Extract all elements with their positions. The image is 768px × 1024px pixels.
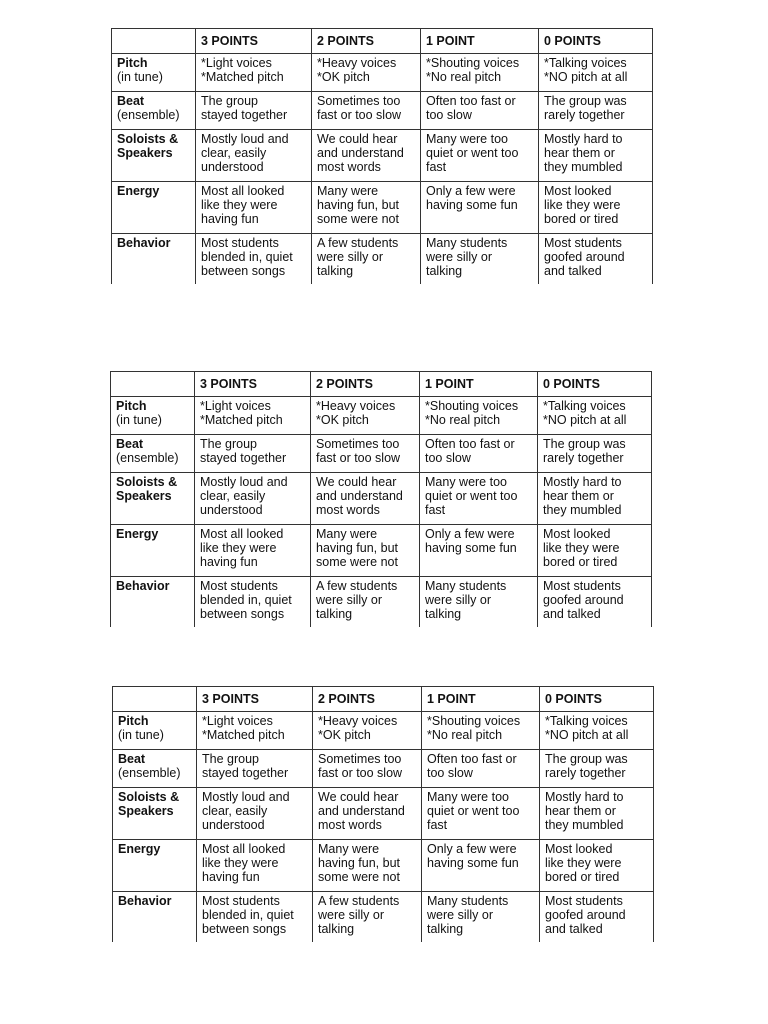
cell-text-line: Most students — [543, 579, 621, 593]
cell-text-line: having some fun — [427, 856, 519, 870]
cell-text-line: were silly or — [316, 593, 382, 607]
score-cell — [422, 712, 540, 750]
criterion-name: Soloists & — [117, 132, 179, 146]
cell-text-line: fast — [425, 503, 446, 517]
criterion-subtitle: (ensemble) — [116, 451, 179, 465]
cell-text-line: *No real pitch — [426, 70, 502, 84]
score-cell — [313, 712, 422, 750]
cell-text-line: were silly or — [427, 908, 493, 922]
cell-text-line: talking — [317, 264, 354, 278]
cell-text-line: Most students — [202, 894, 280, 908]
score-cell — [195, 473, 311, 525]
cell-text-line: talking — [426, 264, 463, 278]
score-cell — [538, 473, 652, 525]
criterion-name: Pitch — [118, 714, 149, 728]
score-cell — [311, 525, 420, 577]
rubric-row — [111, 473, 652, 525]
cell-text-line: and understand — [318, 804, 405, 818]
criterion-subtitle: (in tune) — [117, 70, 163, 84]
cell-text-line: Mostly hard to — [543, 475, 622, 489]
rubric-row — [113, 892, 654, 942]
cell-text-line: *NO pitch at all — [544, 70, 628, 84]
score-cell — [311, 577, 420, 627]
criterion-name: Energy — [117, 184, 160, 198]
score-cell — [422, 892, 540, 942]
cell-text-line: Mostly loud and — [201, 132, 289, 146]
cell-text-line: too slow — [425, 451, 471, 465]
cell-text-line: goofed around — [545, 908, 626, 922]
cell-text-line: they mumbled — [544, 160, 623, 174]
score-cell — [197, 788, 313, 840]
cell-text-line: understood — [200, 503, 263, 517]
cell-text-line: fast or too slow — [317, 108, 402, 122]
criterion-subtitle: Speakers — [117, 146, 173, 160]
score-cell — [538, 435, 652, 473]
cell-text-line: A few students — [316, 579, 398, 593]
criterion-subtitle: Speakers — [116, 489, 172, 503]
score-cell — [197, 892, 313, 942]
rubric-row — [111, 435, 652, 473]
cell-text-line: clear, easily — [202, 804, 268, 818]
cell-text-line: they mumbled — [543, 503, 622, 517]
cell-text-line: *OK pitch — [318, 728, 371, 742]
criterion-cell — [112, 54, 196, 92]
cell-text-line: having some fun — [426, 198, 518, 212]
cell-text-line: *No real pitch — [427, 728, 503, 742]
cell-text-line: Sometimes too — [317, 94, 401, 108]
rubric-row — [113, 840, 654, 892]
cell-text-line: most words — [316, 503, 380, 517]
cell-text-line: The group — [200, 437, 257, 451]
cell-text-line: between songs — [202, 922, 287, 936]
score-cell — [196, 130, 312, 182]
cell-text-line: *OK pitch — [317, 70, 370, 84]
criterion-subtitle: (in tune) — [116, 413, 162, 427]
cell-text-line: talking — [427, 922, 464, 936]
cell-text-line: Many were too — [426, 132, 508, 146]
cell-text-line: We could hear — [316, 475, 397, 489]
column-header: 0 POINTS — [539, 29, 653, 54]
cell-text-line: and talked — [544, 264, 602, 278]
score-cell — [197, 712, 313, 750]
criterion-name: Behavior — [118, 894, 172, 908]
criterion-name: Soloists & — [116, 475, 178, 489]
cell-text-line: Most looked — [543, 527, 611, 541]
cell-text-line: most words — [318, 818, 382, 832]
corner-cell — [111, 372, 195, 397]
score-cell — [420, 525, 538, 577]
criterion-name: Beat — [118, 752, 146, 766]
criterion-name: Beat — [116, 437, 144, 451]
score-cell — [539, 54, 653, 92]
criterion-cell — [111, 397, 195, 435]
cell-text-line: *Talking voices — [544, 56, 627, 70]
criterion-name: Behavior — [116, 579, 170, 593]
corner-cell — [112, 29, 196, 54]
cell-text-line: *Heavy voices — [316, 399, 396, 413]
cell-text-line: Most students — [201, 236, 279, 250]
column-header: 1 POINT — [420, 372, 538, 397]
cell-text-line: having fun, but — [317, 198, 400, 212]
cell-text-line: Most looked — [545, 842, 613, 856]
cell-text-line: rarely together — [543, 451, 624, 465]
cell-text-line: Most students — [544, 236, 622, 250]
column-header: 3 POINTS — [195, 372, 311, 397]
cell-text-line: *NO pitch at all — [543, 413, 627, 427]
cell-text-line: Most all looked — [201, 184, 285, 198]
column-header: 1 POINT — [421, 29, 539, 54]
rubric-row — [112, 182, 653, 234]
cell-text-line: Only a few were — [427, 842, 517, 856]
cell-text-line: Often too fast or — [425, 437, 515, 451]
cell-text-line: talking — [425, 607, 462, 621]
criterion-subtitle: (in tune) — [118, 728, 164, 742]
cell-text-line: The group — [202, 752, 259, 766]
column-header: 3 POINTS — [196, 29, 312, 54]
cell-text-line: clear, easily — [201, 146, 267, 160]
cell-text-line: Mostly loud and — [202, 790, 290, 804]
score-cell — [195, 397, 311, 435]
criterion-cell — [113, 892, 197, 942]
cell-text-line: *No real pitch — [425, 413, 501, 427]
score-cell — [422, 840, 540, 892]
cell-text-line: having fun, but — [316, 541, 399, 555]
column-header: 2 POINTS — [311, 372, 420, 397]
score-cell — [197, 750, 313, 788]
score-cell — [311, 435, 420, 473]
cell-text-line: Most looked — [544, 184, 612, 198]
cell-text-line: *Heavy voices — [318, 714, 398, 728]
cell-text-line: like they were — [200, 541, 277, 555]
score-cell — [420, 577, 538, 627]
score-cell — [195, 525, 311, 577]
cell-text-line: Only a few were — [425, 527, 515, 541]
cell-text-line: *Shouting voices — [427, 714, 521, 728]
cell-text-line: *Talking voices — [545, 714, 628, 728]
header-row — [111, 372, 652, 397]
criterion-name: Energy — [116, 527, 159, 541]
cell-text-line: Most students — [545, 894, 623, 908]
score-cell — [540, 788, 654, 840]
score-cell — [538, 525, 652, 577]
cell-text-line: Often too fast or — [427, 752, 517, 766]
column-header: 0 POINTS — [540, 687, 654, 712]
score-cell — [195, 435, 311, 473]
cell-text-line: stayed together — [202, 766, 289, 780]
cell-text-line: A few students — [318, 894, 400, 908]
column-header: 1 POINT — [422, 687, 540, 712]
score-cell — [312, 92, 421, 130]
cell-text-line: having fun, but — [318, 856, 401, 870]
cell-text-line: hear them or — [544, 146, 615, 160]
criterion-cell — [113, 750, 197, 788]
score-cell — [421, 130, 539, 182]
score-cell — [539, 234, 653, 284]
rubric-row — [112, 92, 653, 130]
score-cell — [421, 54, 539, 92]
criterion-cell — [111, 473, 195, 525]
cell-text-line: *OK pitch — [316, 413, 369, 427]
cell-text-line: *Talking voices — [543, 399, 626, 413]
score-cell — [312, 234, 421, 284]
cell-text-line: *Light voices — [200, 399, 271, 413]
cell-text-line: The group was — [544, 94, 627, 108]
criterion-name: Energy — [118, 842, 161, 856]
column-header: 2 POINTS — [313, 687, 422, 712]
score-cell — [421, 92, 539, 130]
cell-text-line: most words — [317, 160, 381, 174]
cell-text-line: some were not — [316, 555, 398, 569]
cell-text-line: understood — [202, 818, 265, 832]
criterion-cell — [113, 788, 197, 840]
cell-text-line: some were not — [318, 870, 400, 884]
cell-text-line: goofed around — [543, 593, 624, 607]
criterion-cell — [113, 840, 197, 892]
cell-text-line: *Matched pitch — [202, 728, 285, 742]
cell-text-line: talking — [316, 607, 353, 621]
cell-text-line: Many students — [427, 894, 509, 908]
score-cell — [539, 92, 653, 130]
score-cell — [196, 234, 312, 284]
cell-text-line: between songs — [200, 607, 285, 621]
score-cell — [196, 182, 312, 234]
cell-text-line: some were not — [317, 212, 399, 226]
cell-text-line: understood — [201, 160, 264, 174]
score-cell — [196, 54, 312, 92]
score-cell — [312, 182, 421, 234]
criterion-cell — [111, 525, 195, 577]
cell-text-line: Many were — [318, 842, 380, 856]
cell-text-line: *Matched pitch — [200, 413, 283, 427]
score-cell — [313, 750, 422, 788]
cell-text-line: were silly or — [426, 250, 492, 264]
score-cell — [420, 473, 538, 525]
cell-text-line: Many were too — [425, 475, 507, 489]
score-cell — [421, 182, 539, 234]
score-cell — [538, 397, 652, 435]
cell-text-line: rarely together — [544, 108, 625, 122]
cell-text-line: hear them or — [545, 804, 616, 818]
score-cell — [540, 712, 654, 750]
cell-text-line: they mumbled — [545, 818, 624, 832]
rubric-row — [113, 712, 654, 750]
cell-text-line: Mostly hard to — [545, 790, 624, 804]
cell-text-line: Only a few were — [426, 184, 516, 198]
rubric-row — [111, 577, 652, 627]
cell-text-line: hear them or — [543, 489, 614, 503]
cell-text-line: Many were too — [427, 790, 509, 804]
cell-text-line: goofed around — [544, 250, 625, 264]
score-cell — [540, 892, 654, 942]
cell-text-line: were silly or — [425, 593, 491, 607]
cell-text-line: quiet or went too — [426, 146, 519, 160]
rubric-table-1 — [111, 28, 653, 284]
cell-text-line: *Shouting voices — [425, 399, 519, 413]
cell-text-line: too slow — [426, 108, 472, 122]
rubric-row — [112, 54, 653, 92]
cell-text-line: Often too fast or — [426, 94, 516, 108]
criterion-cell — [111, 577, 195, 627]
rubric-row — [113, 750, 654, 788]
cell-text-line: stayed together — [201, 108, 288, 122]
cell-text-line: The group — [201, 94, 258, 108]
cell-text-line: *Light voices — [202, 714, 273, 728]
score-cell — [420, 397, 538, 435]
cell-text-line: A few students — [317, 236, 399, 250]
cell-text-line: fast — [427, 818, 448, 832]
header-row — [113, 687, 654, 712]
cell-text-line: *Heavy voices — [317, 56, 397, 70]
rubric-row — [111, 397, 652, 435]
criterion-name: Beat — [117, 94, 145, 108]
column-header: 3 POINTS — [197, 687, 313, 712]
header-row — [112, 29, 653, 54]
rubric-row — [111, 525, 652, 577]
criterion-name: Behavior — [117, 236, 171, 250]
cell-text-line: between songs — [201, 264, 286, 278]
cell-text-line: fast — [426, 160, 447, 174]
score-cell — [539, 130, 653, 182]
cell-text-line: Sometimes too — [318, 752, 402, 766]
score-cell — [539, 182, 653, 234]
rubric-row — [113, 788, 654, 840]
cell-text-line: Most all looked — [200, 527, 284, 541]
criterion-name: Pitch — [116, 399, 147, 413]
cell-text-line: *NO pitch at all — [545, 728, 629, 742]
cell-text-line: Mostly hard to — [544, 132, 623, 146]
score-cell — [196, 92, 312, 130]
score-cell — [311, 397, 420, 435]
score-cell — [312, 54, 421, 92]
cell-text-line: Most all looked — [202, 842, 286, 856]
score-cell — [540, 750, 654, 788]
cell-text-line: having some fun — [425, 541, 517, 555]
cell-text-line: Sometimes too — [316, 437, 400, 451]
cell-text-line: too slow — [427, 766, 473, 780]
cell-text-line: bored or tired — [544, 212, 619, 226]
criterion-name: Soloists & — [118, 790, 180, 804]
cell-text-line: We could hear — [318, 790, 399, 804]
cell-text-line: having fun — [200, 555, 258, 569]
cell-text-line: Many students — [425, 579, 507, 593]
cell-text-line: like they were — [545, 856, 622, 870]
cell-text-line: fast or too slow — [318, 766, 403, 780]
score-cell — [197, 840, 313, 892]
cell-text-line: stayed together — [200, 451, 287, 465]
score-cell — [538, 577, 652, 627]
cell-text-line: Mostly loud and — [200, 475, 288, 489]
cell-text-line: clear, easily — [200, 489, 266, 503]
cell-text-line: and understand — [316, 489, 403, 503]
column-header: 2 POINTS — [312, 29, 421, 54]
criterion-cell — [112, 92, 196, 130]
corner-cell — [113, 687, 197, 712]
score-cell — [421, 234, 539, 284]
cell-text-line: were silly or — [317, 250, 383, 264]
criterion-cell — [111, 435, 195, 473]
cell-text-line: blended in, quiet — [202, 908, 294, 922]
score-cell — [312, 130, 421, 182]
cell-text-line: and talked — [543, 607, 601, 621]
score-cell — [540, 840, 654, 892]
cell-text-line: *Matched pitch — [201, 70, 284, 84]
cell-text-line: and talked — [545, 922, 603, 936]
cell-text-line: quiet or went too — [427, 804, 520, 818]
score-cell — [422, 788, 540, 840]
criterion-name: Pitch — [117, 56, 148, 70]
cell-text-line: The group was — [543, 437, 626, 451]
cell-text-line: like they were — [202, 856, 279, 870]
cell-text-line: Many students — [426, 236, 508, 250]
cell-text-line: We could hear — [317, 132, 398, 146]
cell-text-line: The group was — [545, 752, 628, 766]
cell-text-line: bored or tired — [545, 870, 620, 884]
cell-text-line: like they were — [543, 541, 620, 555]
rubric-row — [112, 130, 653, 182]
cell-text-line: like they were — [544, 198, 621, 212]
cell-text-line: Many were — [316, 527, 378, 541]
cell-text-line: bored or tired — [543, 555, 618, 569]
criterion-cell — [112, 130, 196, 182]
criterion-cell — [112, 234, 196, 284]
cell-text-line: Most students — [200, 579, 278, 593]
cell-text-line: quiet or went too — [425, 489, 518, 503]
cell-text-line: were silly or — [318, 908, 384, 922]
criterion-subtitle: (ensemble) — [117, 108, 180, 122]
score-cell — [422, 750, 540, 788]
score-cell — [311, 473, 420, 525]
cell-text-line: rarely together — [545, 766, 626, 780]
criterion-subtitle: Speakers — [118, 804, 174, 818]
cell-text-line: talking — [318, 922, 355, 936]
score-cell — [313, 892, 422, 942]
cell-text-line: Many were — [317, 184, 379, 198]
cell-text-line: like they were — [201, 198, 278, 212]
score-cell — [313, 788, 422, 840]
cell-text-line: and understand — [317, 146, 404, 160]
score-cell — [420, 435, 538, 473]
rubric-row — [112, 234, 653, 284]
cell-text-line: *Shouting voices — [426, 56, 520, 70]
cell-text-line: having fun — [202, 870, 260, 884]
cell-text-line: fast or too slow — [316, 451, 401, 465]
cell-text-line: blended in, quiet — [200, 593, 292, 607]
column-header: 0 POINTS — [538, 372, 652, 397]
rubric-table-2 — [110, 371, 652, 627]
criterion-cell — [112, 182, 196, 234]
cell-text-line: having fun — [201, 212, 259, 226]
rubric-table-3 — [112, 686, 654, 942]
criterion-cell — [113, 712, 197, 750]
criterion-subtitle: (ensemble) — [118, 766, 181, 780]
cell-text-line: *Light voices — [201, 56, 272, 70]
score-cell — [313, 840, 422, 892]
score-cell — [195, 577, 311, 627]
cell-text-line: blended in, quiet — [201, 250, 293, 264]
